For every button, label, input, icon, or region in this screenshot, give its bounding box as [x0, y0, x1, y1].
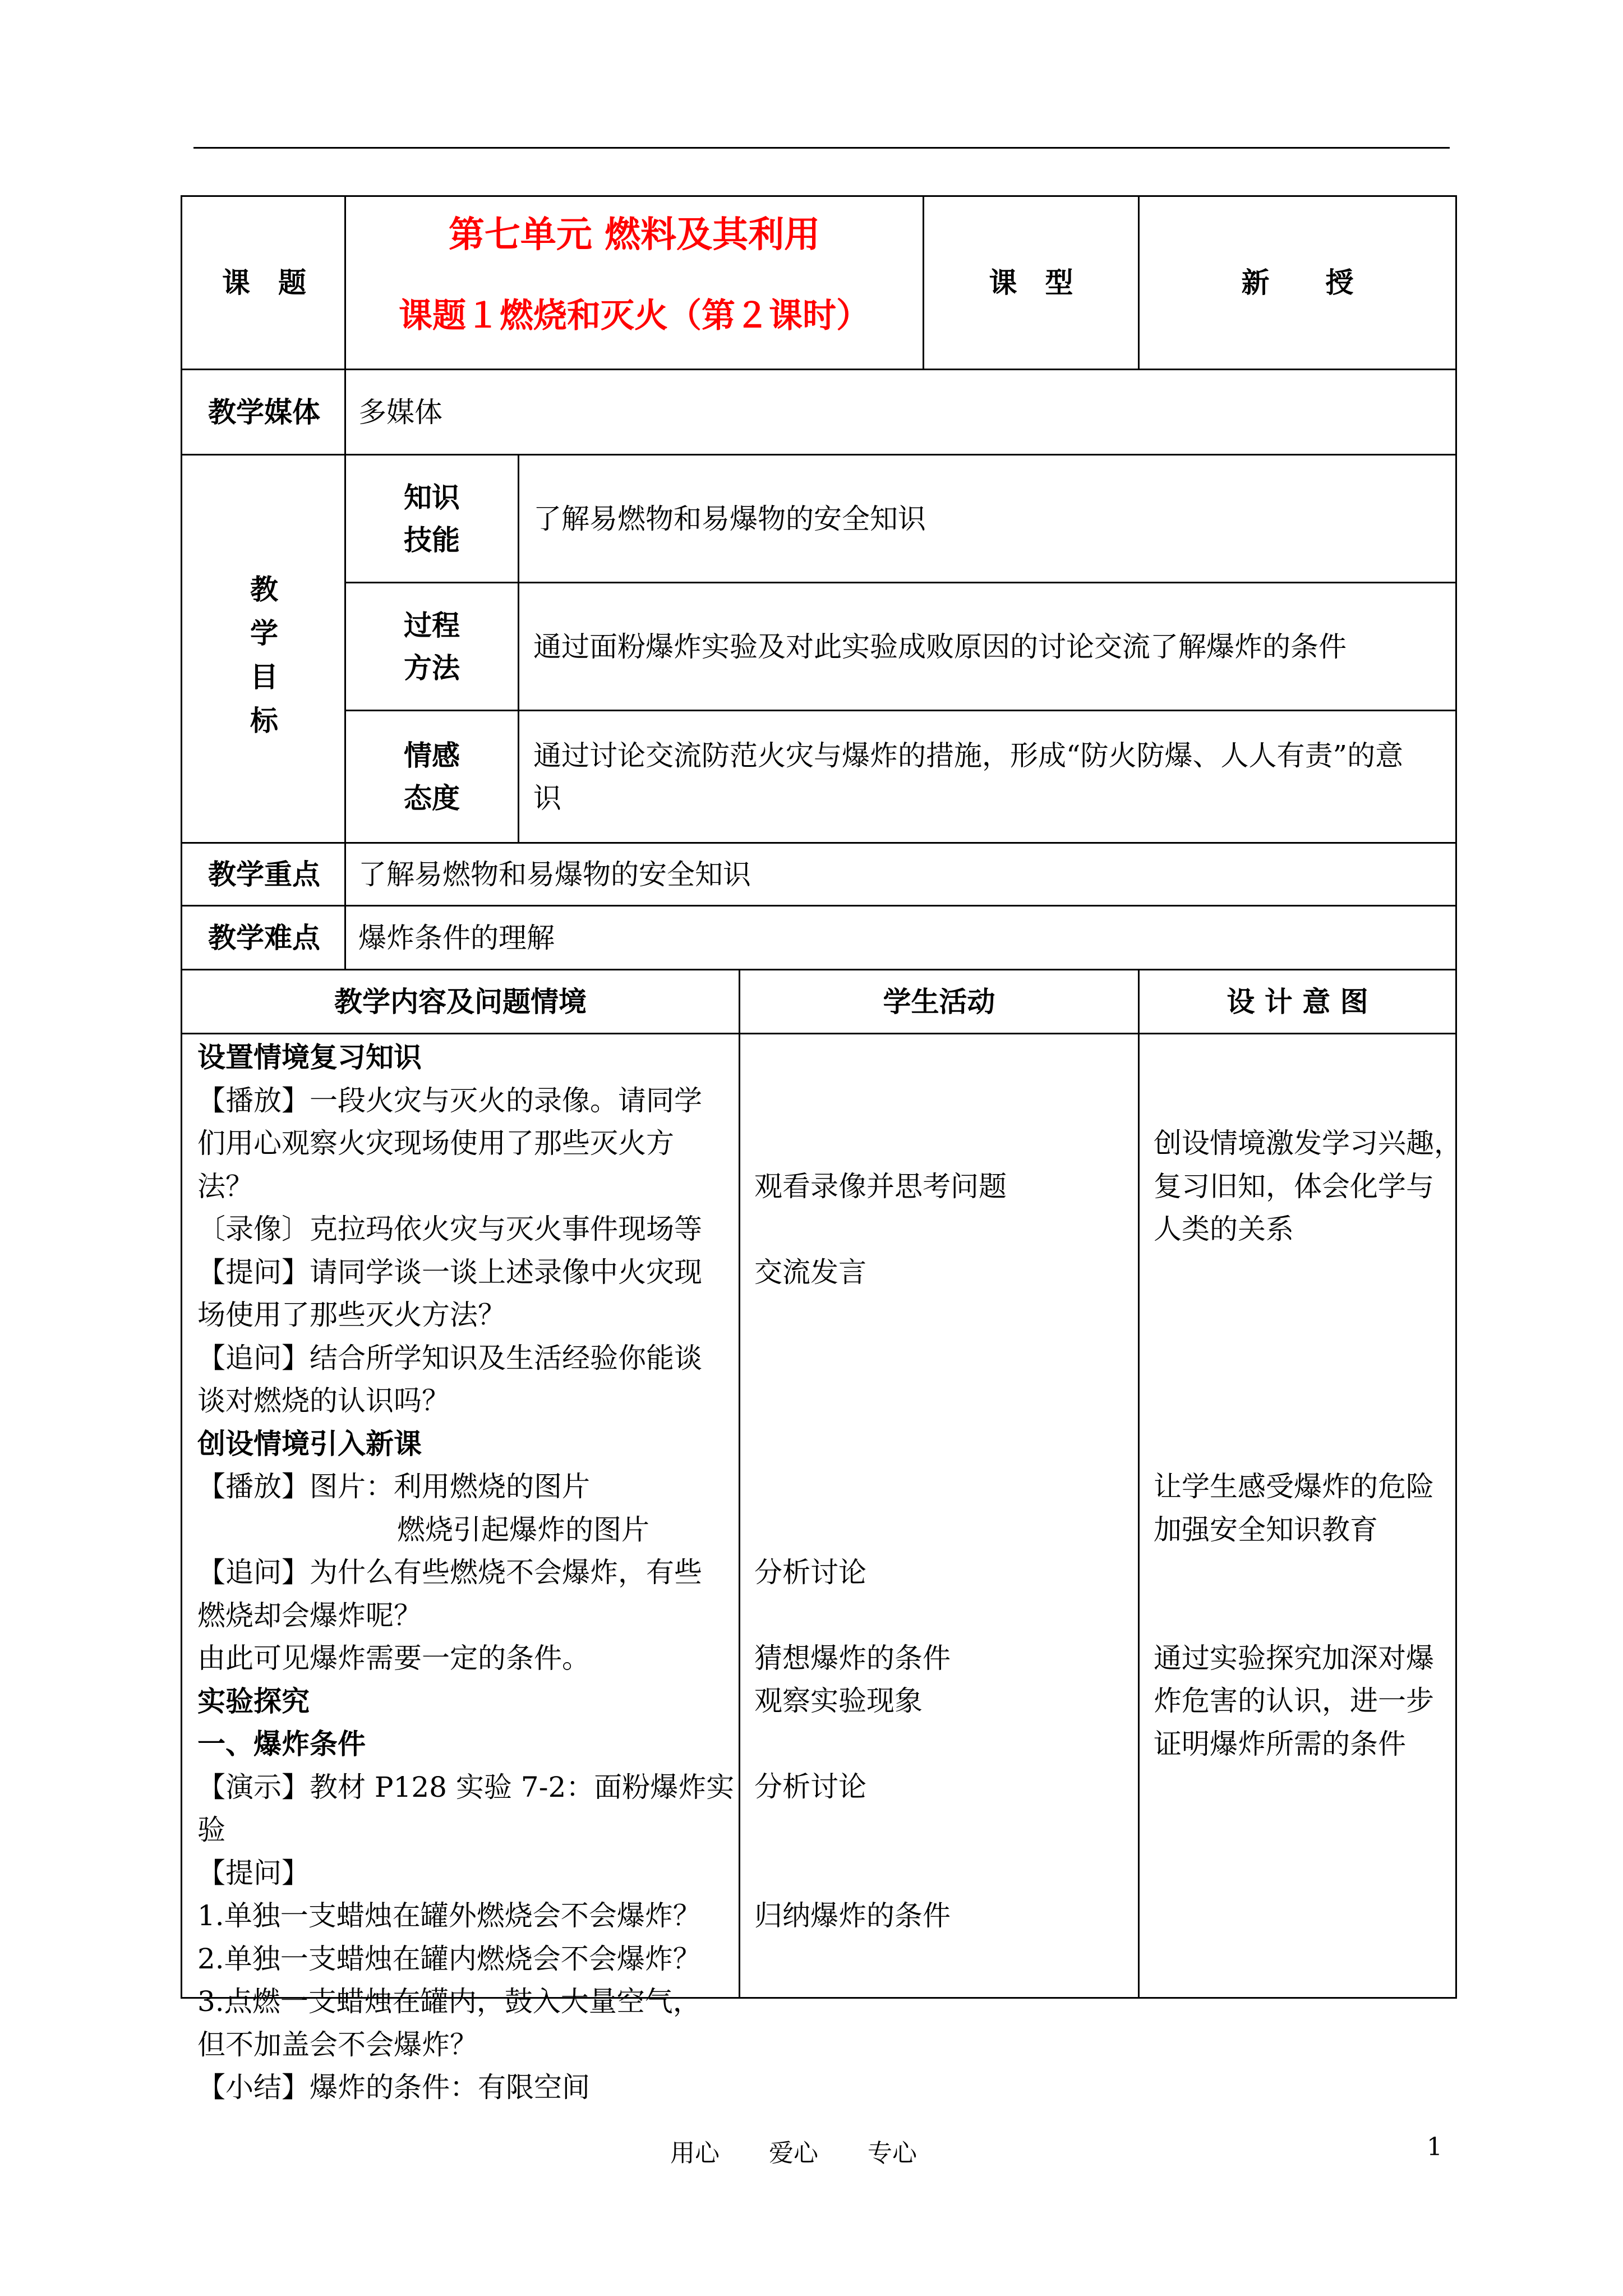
col-divider — [739, 969, 740, 1997]
col-divider — [1138, 969, 1140, 1997]
intent-line: 通过实验探究加深对爆 — [1154, 1642, 1434, 1674]
page-footer — [0, 2133, 1623, 2166]
content-line: 【追问】为什么有些燃烧不会爆炸，有些 — [197, 1556, 702, 1589]
content-line: 验 — [197, 1814, 225, 1846]
media-value: 多媒体 — [358, 395, 442, 429]
lesson-type-label: 课 型 — [989, 266, 1073, 299]
course-label: 课 题 — [222, 266, 306, 299]
content-line: 创设情境引入新课 — [197, 1427, 422, 1460]
content-line: 们用心观察火灾现场使用了那些灭火方 — [197, 1127, 674, 1159]
content-line: 【演示】教材 P128 实验 7-2：面粉爆炸实 — [197, 1770, 735, 1803]
content-line: 【播放】图片：利用燃烧的图片 — [197, 1470, 590, 1503]
content-line: 3.点燃一支蜡烛在罐内，鼓入大量空气， — [197, 1985, 701, 2018]
lesson-title: 课题１燃烧和灭火（第２课时） — [399, 296, 870, 335]
content-line: 【提问】 — [197, 1856, 310, 1889]
intent-line: 让学生感受爆炸的危险 — [1154, 1470, 1434, 1503]
content-line: 燃烧引起爆炸的图片 — [397, 1513, 649, 1546]
activity-item: 观察实验现象 — [754, 1685, 923, 1717]
difficulty-value: 爆炸条件的理解 — [358, 921, 555, 954]
content-line: 设置情境复习知识 — [197, 1041, 422, 1074]
intent-line: 人类的关系 — [1154, 1213, 1294, 1245]
content-line: 【提问】请同学谈一谈上述录像中火灾现 — [197, 1255, 702, 1289]
content-line: 【播放】一段火灾与灭火的录像。请同学 — [197, 1084, 702, 1117]
content-line: 由此可见爆炸需要一定的条件。 — [197, 1642, 590, 1674]
activity-item: 分析讨论 — [754, 1770, 866, 1803]
col-divider — [518, 454, 519, 842]
intent-line: 证明爆炸所需的条件 — [1154, 1728, 1406, 1760]
content-line: 〔录像〕克拉玛依火灾与灭火事件现场等 — [197, 1213, 702, 1245]
goal-process-label: 过程 方法 — [404, 608, 460, 684]
header-rule — [193, 147, 1450, 149]
content-line: 一、爆炸条件 — [197, 1727, 366, 1760]
unit-title: 第七单元 燃料及其利用 — [448, 214, 820, 256]
activity-item: 猜想爆炸的条件 — [754, 1642, 951, 1674]
activity-item: 分析讨论 — [754, 1556, 866, 1589]
goal-emotion-content: 通过讨论交流防范火灾与爆炸的措施，形成“防火防爆、人人有责”的意 识 — [533, 739, 1404, 815]
lesson-type-value: 新 授 — [1241, 266, 1354, 299]
content-line: 实验探究 — [197, 1684, 310, 1718]
content-line: 【追问】结合所学知识及生活经验你能谈 — [197, 1341, 702, 1374]
teaching-content — [197, 1036, 736, 2109]
page-number: 1 — [1427, 2133, 1442, 2161]
goal-emotion-label: 情感 态度 — [404, 738, 460, 815]
column-header-student: 学生活动 — [883, 984, 995, 1018]
activity-item: 交流发言 — [754, 1256, 866, 1289]
course-title — [346, 197, 923, 369]
goal-knowledge-content: 了解易燃物和易爆物的安全知识 — [533, 502, 926, 535]
row-divider — [182, 1033, 1455, 1034]
content-line: 【小结】爆炸的条件：有限空间 — [197, 2071, 590, 2104]
intent-line: 加强安全知识教育 — [1154, 1513, 1378, 1546]
footer-motto: 用心 爱心 专心 — [670, 2139, 917, 2168]
key-point-label: 教学重点 — [208, 857, 320, 891]
column-header-content: 教学内容及问题情境 — [334, 984, 587, 1018]
intent-line: 创设情境激发学习兴趣， — [1154, 1127, 1462, 1159]
content-line: 燃烧却会爆炸呢？ — [197, 1599, 422, 1632]
intent-line: 复习旧知，体会化学与 — [1154, 1170, 1434, 1203]
goal-process-content: 通过面粉爆炸实验及对此实验成败原因的讨论交流了解爆炸的条件 — [533, 630, 1347, 663]
lesson-plan-table — [181, 195, 1462, 2104]
content-line: 谈对燃烧的认识吗？ — [197, 1384, 450, 1417]
content-line: 1.单独一支蜡烛在罐外燃烧会不会爆炸？ — [197, 1899, 701, 1932]
content-line: 场使用了那些灭火方法？ — [197, 1299, 506, 1331]
media-label: 教学媒体 — [208, 395, 320, 429]
content-line: 但不加盖会不会爆炸？ — [197, 2028, 478, 2061]
activity-item: 归纳爆炸的条件 — [754, 1899, 951, 1932]
column-header-design: 设 计 意 图 — [1227, 984, 1368, 1018]
content-line: 法？ — [197, 1170, 253, 1203]
goal-knowledge-label: 知识 技能 — [404, 480, 460, 556]
key-point-value: 了解易燃物和易爆物的安全知识 — [358, 858, 751, 891]
goals-label: 教 学 目 标 — [250, 573, 278, 737]
difficulty-label: 教学难点 — [208, 921, 320, 954]
content-line: 2.单独一支蜡烛在罐内燃烧会不会爆炸？ — [197, 1942, 701, 1975]
intent-line: 炸危害的认识，进一步 — [1154, 1685, 1434, 1717]
activity-item: 观看录像并思考问题 — [754, 1170, 1007, 1203]
